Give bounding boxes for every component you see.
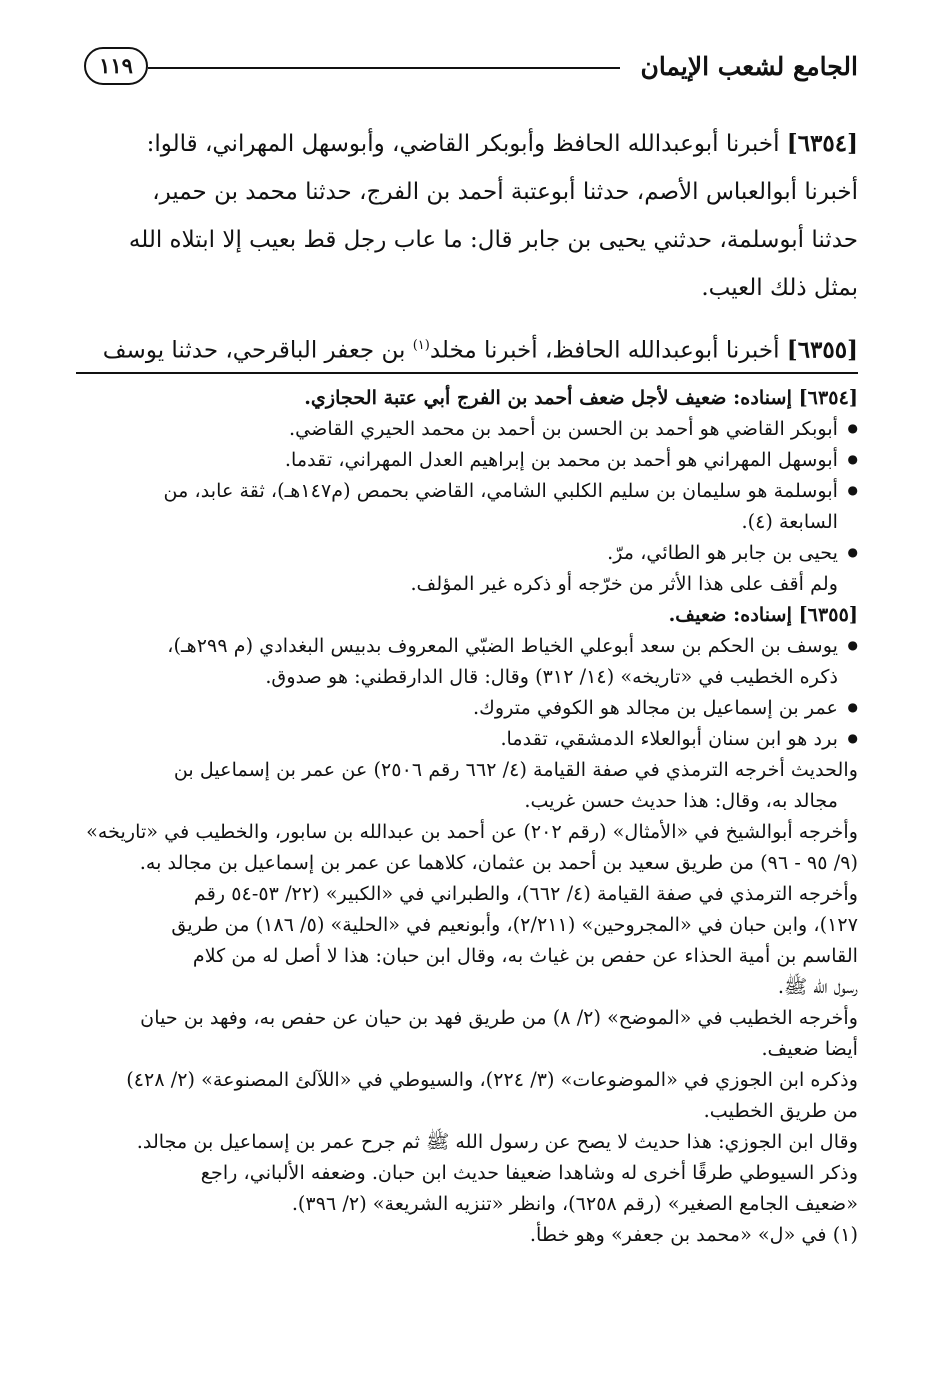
- hadith-number: [٦٣٥٤]: [786, 130, 858, 157]
- book-title: الجامع لشعب الإيمان: [640, 52, 858, 81]
- hadith-number: [٦٣٥٥]: [786, 336, 858, 364]
- main-line: [٦٣٥٤] أخبرنا أبوعبدالله الحافظ وأبوبكر القاضي، وأبوسهل المهراني، قالوا:: [146, 130, 858, 157]
- main-line: أخبرنا أبوالعباس الأصم، حدثنا أبوعتبة أحمد بن الفرج، حدثنا محمد بن حمير،: [152, 179, 858, 205]
- note-line: وذكر السيوطي طرقًا أخرى له وشاهدا ضعيفا حديث ابن حبان. وضعفه الألباني، راجع: [200, 1161, 858, 1184]
- main-line: [٦٣٥٥] أخبرنا أبوعبدالله الحافظ، أخبرنا مخلد$^{(١)}$ بن جعفر الباقرحي، حدثنا يوسف: [102, 336, 858, 364]
- note-line: من طريق الخطيب.: [703, 1099, 858, 1122]
- main-line: حدثنا أبوسلمة، حدثني يحيى بن جابر قال: ما عاب رجل قط بعيب إلا ابتلاه الله: [128, 227, 858, 253]
- main-text: [72, 120, 858, 375]
- note-bullet: ● يوسف بن الحكم بن سعد أبوعلي الخياط الضبّي المعروف بدبيس البغدادي (م ٢٩٩هـ)،: [72, 630, 858, 661]
- note-bullet: ● يحيى بن جابر هو الطائي، مرّ.: [72, 537, 858, 568]
- note-heading-6355: [٦٣٥٥] إسناده: ضعيف.: [668, 603, 858, 626]
- note-line: رسول الله ﷺ.: [777, 975, 858, 998]
- note-line: وذكره ابن الجوزي في «الموضوعات» (٣/ ٢٢٤)، والسيوطي في «اللآلئ المصنوعة» (٢/ ٤٢٨): [126, 1068, 858, 1091]
- footnote-1: (١) في «ل» «محمد بن جعفر» وهو خطأ.: [529, 1223, 858, 1246]
- footnotes: [72, 382, 858, 1250]
- note-line: أيضا ضعيف.: [761, 1037, 858, 1060]
- note-line: «ضعيف الجامع الصغير» (رقم ٦٢٥٨)، وانظر «تنزيه الشريعة» (٢/ ٣٩٦).: [291, 1192, 858, 1215]
- note-line: ذكره الخطيب في «تاريخه» (١٤/ ٣١٢) وقال: قال الدارقطني: هو صدوق.: [265, 665, 838, 688]
- footnote-marker: (١): [412, 338, 430, 353]
- main-line: بمثل ذلك العيب.: [701, 275, 858, 301]
- note-line: ولم أقف على هذا الأثر من خرّجه أو ذكره غير المؤلف.: [410, 572, 838, 595]
- note-line: السابعة (٤).: [741, 510, 838, 533]
- note-line: القاسم بن أمية الحذاء عن حفص بن غياث به، وقال ابن حبان: هذا لا أصل له من كلام: [192, 944, 858, 967]
- header-rule: [148, 67, 620, 69]
- note-bullet: ● أبوسلمة هو سليمان بن سليم الكلبي الشامي، القاضي بحمص (م١٤٧هـ)، ثقة عابد، من: [72, 475, 858, 506]
- note-line: وأخرجه الخطيب في «الموضح» (٢/ ٨) من طريق فهد بن حيان عن حفص به، وفهد بن حيان: [140, 1006, 858, 1029]
- note-line: مجالد به، وقال: هذا حديث حسن غريب.: [524, 789, 838, 812]
- footnote-separator: [76, 372, 858, 374]
- note-heading-6354: [٦٣٥٤] إسناده: ضعيف لأجل ضعف أحمد بن الفرج أبي عتبة الحجازي.: [304, 386, 858, 409]
- note-bullet: ● أبوبكر القاضي هو أحمد بن الحسن بن أحمد بن محمد الحيري القاضي.: [72, 413, 858, 444]
- note-bullet: ● برد هو ابن سنان أبوالعلاء الدمشقي، تقدما.: [72, 723, 858, 754]
- page-number: ١١٩: [84, 47, 148, 85]
- note-line: (٩/ ٩٥ - ٩٦) من طريق سعيد بن أحمد بن عثمان، كلاهما عن عمر بن إسماعيل بن مجالد به.: [139, 851, 858, 874]
- note-bullet: ● عمر بن إسماعيل بن مجالد هو الكوفي متروك.: [72, 692, 858, 723]
- note-bullet: ● أبوسهل المهراني هو أحمد بن محمد بن إبراهيم العدل المهراني، تقدما.: [72, 444, 858, 475]
- note-line: وقال ابن الجوزي: هذا حديث لا يصح عن رسول الله ﷺ ثم جرح عمر بن إسماعيل بن مجالد.: [136, 1130, 858, 1153]
- note-line: والحديث أخرجه الترمذي في صفة القيامة (٤/ ٦٦٢ رقم ٢٥٠٦) عن عمر بن إسماعيل بن: [173, 758, 858, 781]
- note-line: وأخرجه الترمذي في صفة القيامة (٤/ ٦٦٢)، والطبراني في «الكبير» (٢٢/ ٥٣-٥٤ رقم: [193, 882, 858, 905]
- note-line: وأخرجه أبوالشيخ في «الأمثال» (رقم ٢٠٢) عن أحمد بن عبدالله بن سابور، والخطيب في «تاريخه»: [86, 820, 858, 843]
- running-header: [84, 42, 858, 92]
- note-line: ١٢٧)، وابن حبان في «المجروحين» (٢/٢١١)، وأبونعيم في «الحلية» (٥/ ١٨٦) من طريق: [171, 913, 858, 936]
